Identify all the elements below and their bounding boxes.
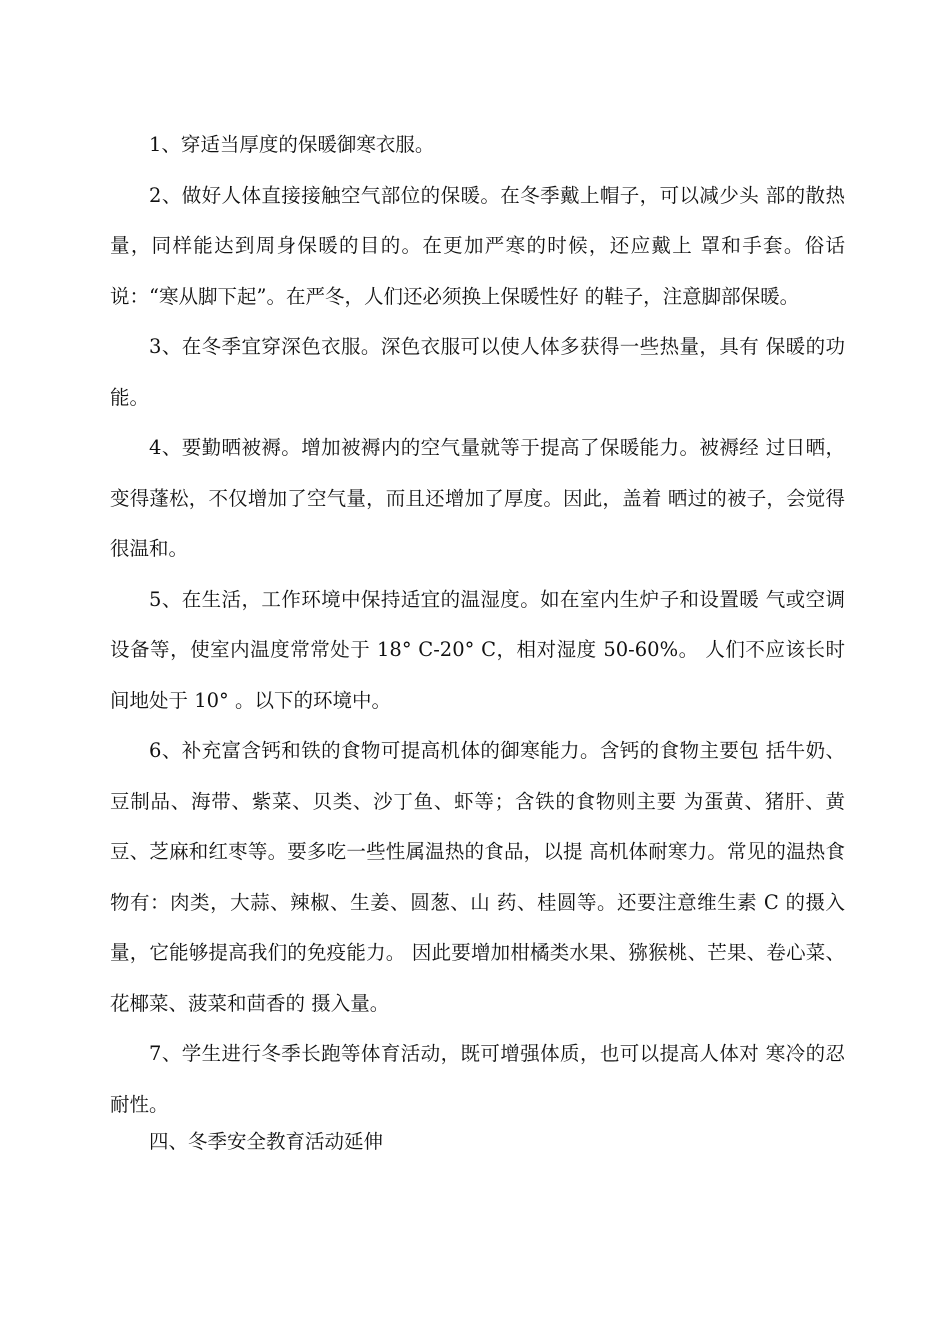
paragraph-2: 2、做好人体直接接触空气部位的保暖。在冬季戴上帽子，可以减少头 部的散热量，同样能达到周身保暖的目的。在更加严寒的时候，还应戴上 罩和手套。俗话说：“寒从脚下起”。在严冬，人们还必须换上保暖性好 的鞋子，注意脚部保暖。 xyxy=(110,183,845,308)
section-heading: 四、冬季安全教育活动延伸 xyxy=(149,1130,384,1153)
paragraph-3: 3、在冬季宜穿深色衣服。深色衣服可以使人体多获得一些热量，具有 保暖的功能。 xyxy=(110,335,845,409)
paragraph-1: 1、穿适当厚度的保暖御寒衣服。 xyxy=(149,133,435,156)
paragraph-4: 4、要勤晒被褥。增加被褥内的空气量就等于提高了保暖能力。被褥经 过日晒，变得蓬松，不仅增加了空气量，而且还增加了厚度。因此，盖着 晒过的被子，会觉得很温和。 xyxy=(110,436,845,560)
paragraph-6: 6、补充富含钙和铁的食物可提高机体的御寒能力。含钙的食物主要包 括牛奶、豆制品、海带、紫菜、贝类、沙丁鱼、虾等；含铁的食物则主要 为蛋黄、猪肝、黄豆、芝麻和红枣等。要多吃一些性属温热的食品，以提 高机体耐寒力。常见的温热食物有：肉类，大蒜、辣椒、生姜、圆葱、山 药、桂圆等。还要注意维生素 C 的摄入量，它能够提高我们的免疫能力。 因此要增加柑橘类水果、猕猴桃、芒果、卷心菜、花椰菜、菠菜和茴香的 摄入量。 xyxy=(110,739,845,1015)
paragraph-5: 5、在生活，工作环境中保持适宜的温湿度。如在室内生炉子和设置暖 气或空调设备等，使室内温度常常处于 18° C-20° C，相对湿度 50-60%。 人们不应该长时间地处于 10° 。以下的环境中。 xyxy=(110,587,845,712)
document-body xyxy=(110,120,845,1164)
paragraph-7: 7、学生进行冬季长跑等体育活动，既可增强体质，也可以提高人体对 寒冷的忍耐性。 xyxy=(110,1042,845,1116)
